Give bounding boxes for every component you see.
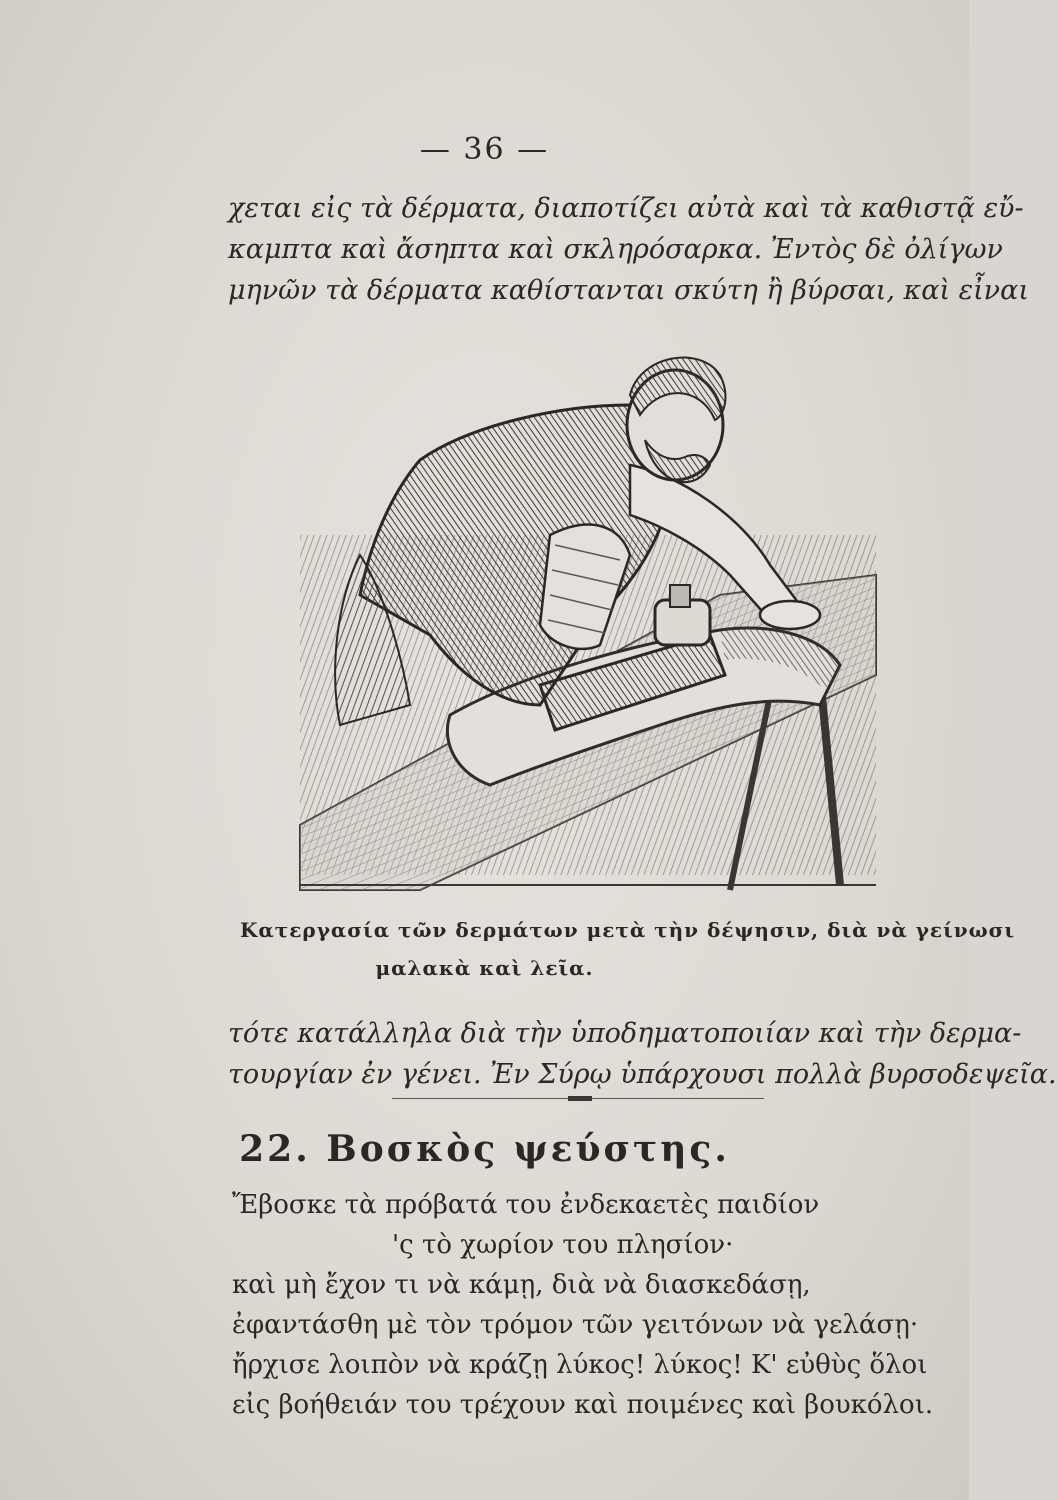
poem <box>232 1185 932 1425</box>
text-line: τότε κατάλληλα διὰ τὴν ὑποδηματοποιίαν καὶ τὴν δερμα- <box>228 1018 1022 1049</box>
poem-line: ἐφαντάσθη μὲ τὸν τρόμον τῶν γειτόνων νὰ γελάσῃ· <box>232 1310 919 1340</box>
section-heading: 22. Βοσκὸς ψεύστης. <box>239 1128 730 1170</box>
poem-line: Ἔβοσκε τὰ πρόβατά του ἐνδεκαετὲς παιδίον <box>232 1190 820 1220</box>
body-text-after-figure <box>228 1013 1057 1095</box>
poem-line: εἰς βοήθειάν του τρέχουν καὶ ποιμένες καὶ βουκόλοι. <box>232 1390 934 1420</box>
text-line: χεται εἰς τὰ δέρματα, διαποτίζει αὐτὰ καὶ τὰ καθιστᾷ εὔ- <box>228 193 1024 224</box>
body-text-top <box>228 188 1029 311</box>
engraving-leather-worker <box>300 345 876 893</box>
figure-caption-line-1: Κατεργασία τῶν δερμάτων μετὰ τὴν δέψησιν, διὰ νὰ γείνωσι <box>240 918 1016 942</box>
text-line: καμπτα καὶ ἄσηπτα καὶ σκληρόσαρκα. Ἐντὸς δὲ ὀλίγων <box>228 234 1003 265</box>
poem-line: 'ς τὸ χωρίον του πλησίον· <box>392 1230 734 1260</box>
figure-caption-line-2: μαλακὰ καὶ λεῖα. <box>375 956 594 980</box>
section-divider-ornament <box>568 1096 592 1101</box>
text-line: μηνῶν τὰ δέρματα καθίστανται σκύτη ἢ βύρσαι, καὶ εἶναι <box>228 275 1029 306</box>
poem-line: καὶ μὴ ἔχον τι νὰ κάμῃ, διὰ νὰ διασκεδάσῃ, <box>232 1270 811 1300</box>
page-number: — 36 — <box>419 132 550 167</box>
text-line: τουργίαν ἐν γένει. Ἐν Σύρῳ ὑπάρχουσι πολλὰ βυρσοδεψεῖα. <box>228 1059 1057 1090</box>
poem-line: ἤρχισε λοιπὸν νὰ κράζῃ λύκος! λύκος! Κ' εὐθὺς ὅλοι <box>232 1350 928 1380</box>
